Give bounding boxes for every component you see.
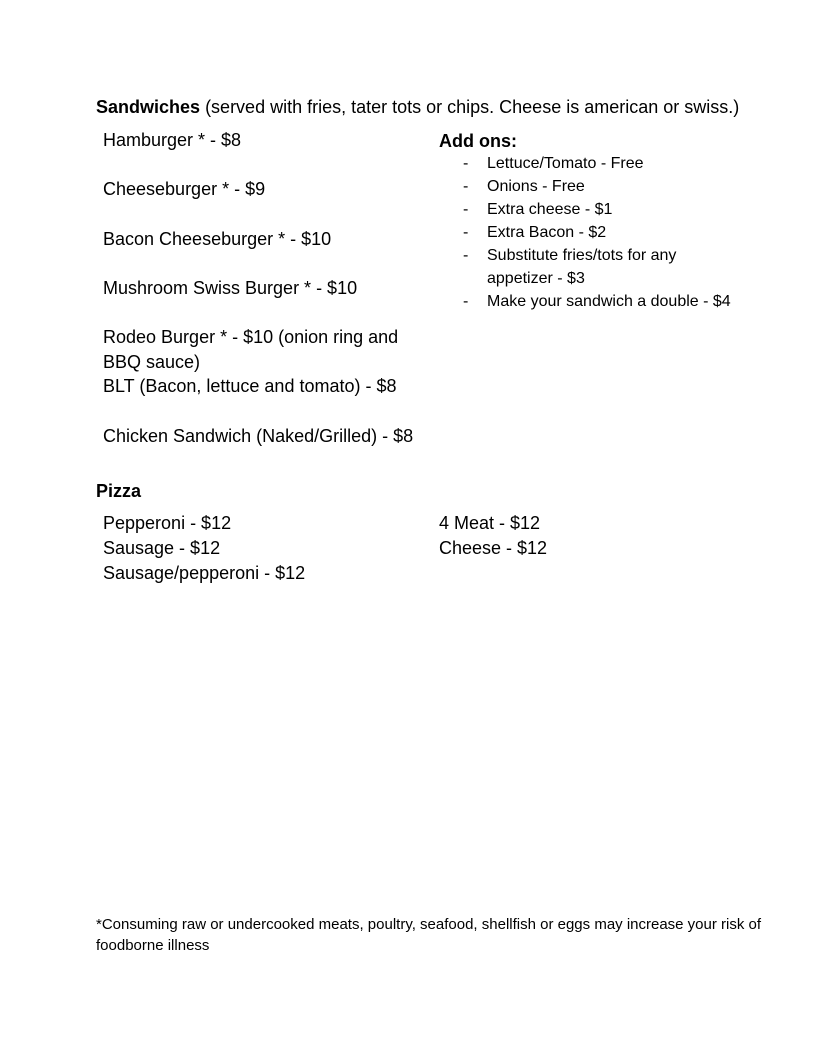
bullet-dash: - — [463, 178, 469, 195]
pizza-item-4-meat: 4 Meat - $12 — [439, 513, 541, 533]
addons-title: Add ons: — [439, 131, 517, 151]
sandwiches-subtitle: (served with fries, tater tots or chips. Cheese is american or swiss.) — [205, 97, 740, 117]
pizza-item-cheese: Cheese - $12 — [439, 538, 548, 558]
sandwich-item-mushroom-swiss: Mushroom Swiss Burger * - $10 — [103, 278, 358, 298]
bullet-dash: - — [463, 247, 469, 264]
pizza-item-pepperoni: Pepperoni - $12 — [103, 513, 232, 533]
sandwich-item-cheeseburger: Cheeseburger * - $9 — [103, 179, 266, 199]
addon-label: Substitute fries/tots for any — [487, 247, 677, 264]
bullet-dash: - — [463, 224, 469, 241]
bullet-dash: - — [463, 293, 469, 310]
sandwich-item-rodeo-burger-cont: BBQ sauce) — [103, 352, 201, 372]
addon-label: Make your sandwich a double - $4 — [487, 293, 731, 310]
addon-label: Onions - Free — [487, 178, 585, 195]
addon-label: appetizer - $3 — [487, 270, 585, 287]
pizza-list-left — [103, 0, 423, 600]
foodborne-illness-disclaimer: *Consuming raw or undercooked meats, poultry, seafood, shellfish or eggs may increase your risk of foodborne illness — [96, 916, 762, 954]
bullet-dash: - — [463, 201, 469, 218]
sandwiches-title: Sandwiches — [96, 97, 201, 117]
sandwich-item-hamburger: Hamburger * - $8 — [103, 130, 242, 150]
addon-label: Extra cheese - $1 — [487, 201, 613, 218]
sandwich-item-chicken: Chicken Sandwich (Naked/Grilled) - $8 — [103, 426, 414, 446]
sandwich-item-blt: BLT (Bacon, lettuce and tomato) - $8 — [103, 376, 397, 396]
pizza-item-sausage-pepperoni: Sausage/pepperoni - $12 — [103, 563, 306, 583]
pizza-list-right — [439, 0, 759, 600]
bullet-dash: - — [463, 155, 469, 172]
pizza-item-sausage: Sausage - $12 — [103, 538, 221, 558]
pizza-title: Pizza — [96, 481, 142, 501]
addon-label: Lettuce/Tomato - Free — [487, 155, 644, 172]
addon-label: Extra Bacon - $2 — [487, 224, 607, 241]
sandwich-item-rodeo-burger: Rodeo Burger * - $10 (onion ring and — [103, 327, 399, 347]
sandwich-item-bacon-cheeseburger: Bacon Cheeseburger * - $10 — [103, 229, 332, 249]
